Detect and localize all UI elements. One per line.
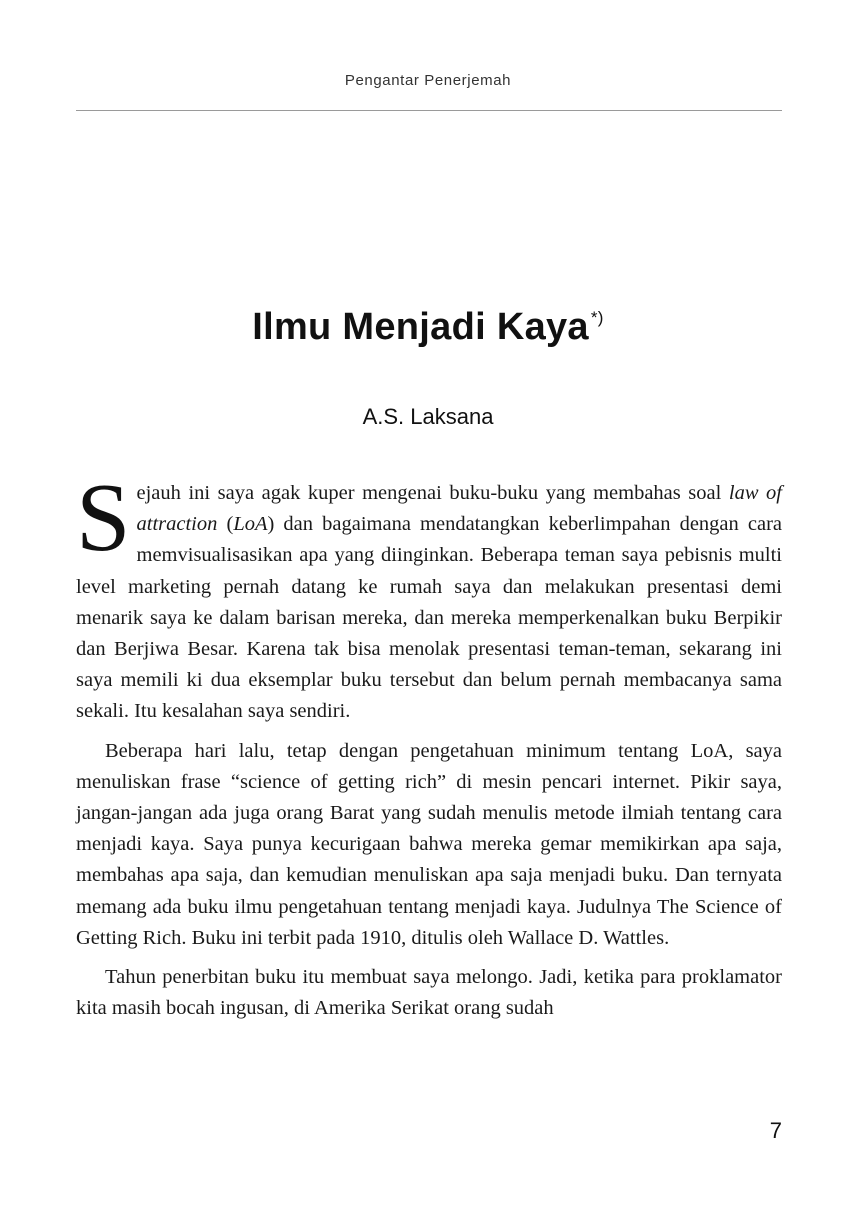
paragraph-1-text-a: ejauh ini saya agak kuper mengenai buku-buku yang membahas soal bbox=[136, 482, 729, 504]
page-number: 7 bbox=[769, 1118, 782, 1143]
paragraph-2: Beberapa hari lalu, tetap dengan pengetahuan minimum tentang LoA, saya menuliskan frase “science of getting rich” di mesin pencari internet. Pikir saya, jangan-jangan ada juga orang Barat yang sudah menulis metode ilmiah tentang cara menjadi kaya. Saya punya kecurigaan bahwa mereka gemar memikirkan apa saja, membahas apa saja, dan kemudian menuliskan apa saja menjadi buku. Dan ternyata memang ada buku ilmu pengetahuan tentang menjadi kaya. Judulnya The Science of Getting Rich. Buku ini terbit pada 1910, ditulis oleh Wallace D. Wattles. bbox=[76, 739, 782, 949]
paragraph-1 bbox=[76, 464, 782, 728]
paragraph-1-text-c: ) dan bagaimana mendatangkan keberlimpahan dengan cara memvisualisasikan apa yang diinginkan. Beberapa teman saya pebisnis multi level marketing pernah datang ke rumah saya dan melakukan presentasi demi menarik saya ke dalam barisan mereka, dan mereka memperkenalkan buku Berpikir dan Berjiwa Besar. Karena tak bisa menolak presentasi teman-teman, sekarang ini saya memili ki dua eksemplar buku tersebut dan belum pernah membacanya sama sekali. Itu kesalahan saya sendiri. bbox=[76, 513, 782, 723]
drop-cap: S bbox=[76, 464, 131, 572]
chapter-title bbox=[0, 306, 856, 349]
chapter-title-text: Ilmu Menjadi Kaya bbox=[252, 306, 589, 348]
running-header: Pengantar Penerjemah bbox=[344, 72, 512, 89]
body-text bbox=[76, 464, 782, 1024]
paragraph-3: Tahun penerbitan buku itu membuat saya melongo. Jadi, ketika para proklamator kita masih bocah ingusan, di Amerika Serikat orang sudah bbox=[76, 966, 782, 1020]
author-name: A.S. Laksana bbox=[362, 404, 494, 429]
header-divider bbox=[76, 110, 782, 111]
italic-term-loa: LoA bbox=[233, 513, 268, 536]
paragraph-1-text-b: ( bbox=[217, 513, 234, 536]
footnote-mark: *) bbox=[590, 308, 604, 327]
italic-term-law-of-attraction: law of attraction bbox=[136, 482, 782, 536]
